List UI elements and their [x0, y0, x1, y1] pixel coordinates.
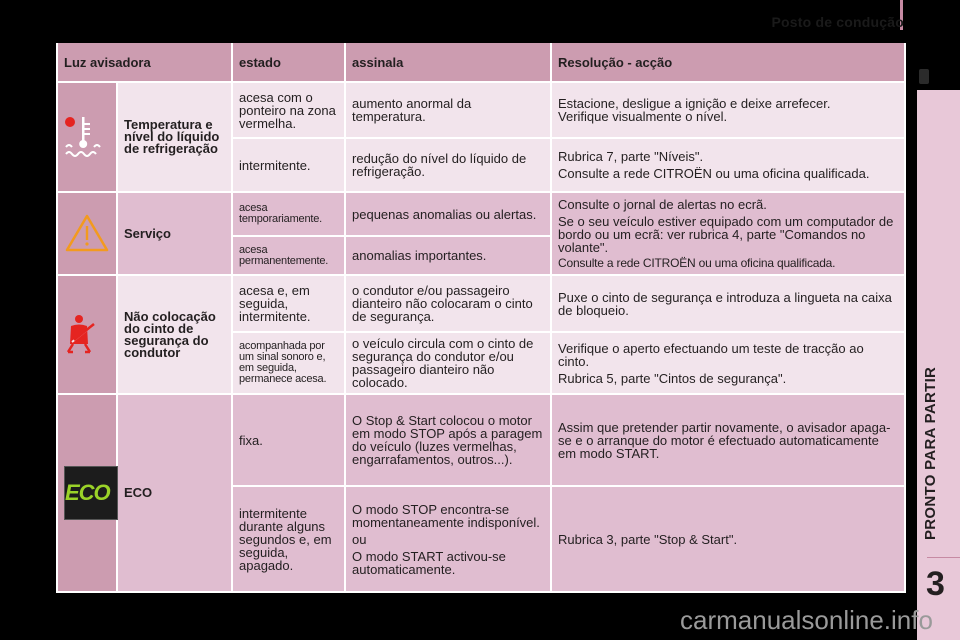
icon-cell — [57, 192, 117, 275]
warning-lights-table — [56, 43, 906, 593]
estado-cell: acesa com o ponteiro na zona vermelha. — [232, 82, 345, 138]
header-luz-avisadora: Luz avisadora — [57, 43, 232, 82]
icon-cell — [57, 275, 117, 394]
estado-cell: intermitente durante alguns segundos e, em seguida, apagado. — [232, 486, 345, 592]
resolucao-cell — [551, 82, 905, 138]
resolucao-cell: Rubrica 3, parte "Stop & Start". — [551, 486, 905, 592]
assinala-cell: O Stop & Start colocou o motor em modo STOP após a paragem do veículo (luzes vermelhas, engarrafamentos, outros...). — [345, 394, 551, 486]
table-row — [57, 192, 905, 236]
resolucao-cell — [551, 332, 905, 394]
resolucao-text: Verifique visualmente o nível. — [558, 109, 728, 124]
resolucao-text: Consulte a rede CITROËN ou uma oficina qualificada. — [558, 166, 870, 181]
header-estado: estado — [232, 43, 345, 82]
table-header-row — [57, 43, 905, 82]
icon-cell — [57, 394, 117, 592]
assinala-text: O modo START activou-se automaticamente. — [352, 548, 506, 577]
seatbelt-icon — [64, 314, 98, 354]
resolucao-text: Verifique o aperto efectuando um teste de tracção ao cinto. — [558, 340, 864, 369]
assinala-text: ou — [352, 531, 367, 547]
resolucao-cell — [551, 138, 905, 192]
resolucao-cell: Assim que pretender partir novamente, o avisador apaga-se e o arranque do motor é efectuado automaticamente em modo START. — [551, 394, 905, 486]
page-header-title: Posto de condução — [771, 14, 904, 30]
coolant-temperature-icon — [64, 114, 104, 158]
chapter-number: 3 — [926, 565, 945, 603]
resolucao-text: Consulte a rede CITROËN ou uma oficina qualificada. — [558, 256, 836, 270]
assinala-cell: aumento anormal da temperatura. — [345, 82, 551, 138]
warning-name: ECO — [117, 394, 232, 592]
service-warning-icon — [64, 213, 110, 253]
table-row — [57, 82, 905, 138]
estado-cell: fixa. — [232, 394, 345, 486]
chapter-tab-marker — [919, 69, 929, 84]
estado-cell: acesa e, em seguida, intermitente. — [232, 275, 345, 332]
sidebar-divider — [927, 557, 960, 558]
sidebar-chapter-title: PRONTO PARA PARTIR — [922, 366, 939, 540]
warning-name: Serviço — [117, 192, 232, 275]
resolucao-text: Se o seu veículo estiver equipado com um computador de bordo ou um ecrã: ver rubrica 4, parte "Comandos no volante". — [558, 214, 894, 255]
assinala-cell: redução do nível do líquido de refrigeração. — [345, 138, 551, 192]
eco-stop-start-icon: ECO — [64, 466, 118, 520]
estado-cell: intermitente. — [232, 138, 345, 192]
assinala-cell: anomalias importantes. — [345, 236, 551, 275]
estado-cell: acesa temporariamente. — [232, 192, 345, 236]
table-row — [57, 275, 905, 332]
warning-name: Temperatura e nível do líquido de refrigeração — [117, 82, 232, 192]
assinala-cell: o veículo circula com o cinto de segurança do condutor e/ou passageiro dianteiro não colocado. — [345, 332, 551, 394]
resolucao-text: Rubrica 7, parte "Níveis". — [558, 149, 704, 164]
assinala-cell: o condutor e/ou passageiro dianteiro não colocaram o cinto de segurança. — [345, 275, 551, 332]
icon-cell — [57, 82, 117, 192]
resolucao-cell: Puxe o cinto de segurança e introduza a lingueta na caixa de bloqueio. — [551, 275, 905, 332]
resolucao-text: Consulte o jornal de alertas no ecrã. — [558, 197, 767, 212]
resolucao-cell — [551, 192, 905, 275]
watermark: carmanualsonline.info — [680, 605, 933, 635]
assinala-cell — [345, 486, 551, 592]
header-assinala: assinala — [345, 43, 551, 82]
resolucao-text: Estacione, desligue a ignição e deixe arrefecer. — [558, 96, 831, 111]
resolucao-text: Rubrica 5, parte "Cintos de segurança". — [558, 370, 787, 386]
assinala-text: O modo STOP encontra-se momentaneamente indisponível. — [352, 501, 540, 530]
assinala-cell: pequenas anomalias ou alertas. — [345, 192, 551, 236]
estado-cell: acompanhada por um sinal sonoro e, em seguida, permanece acesa. — [232, 332, 345, 394]
warning-name: Não colocação do cinto de segurança do condutor — [117, 275, 232, 394]
table-row — [57, 394, 905, 486]
header-resolucao: Resolução - acção — [551, 43, 905, 82]
estado-cell: acesa permanentemente. — [232, 236, 345, 275]
